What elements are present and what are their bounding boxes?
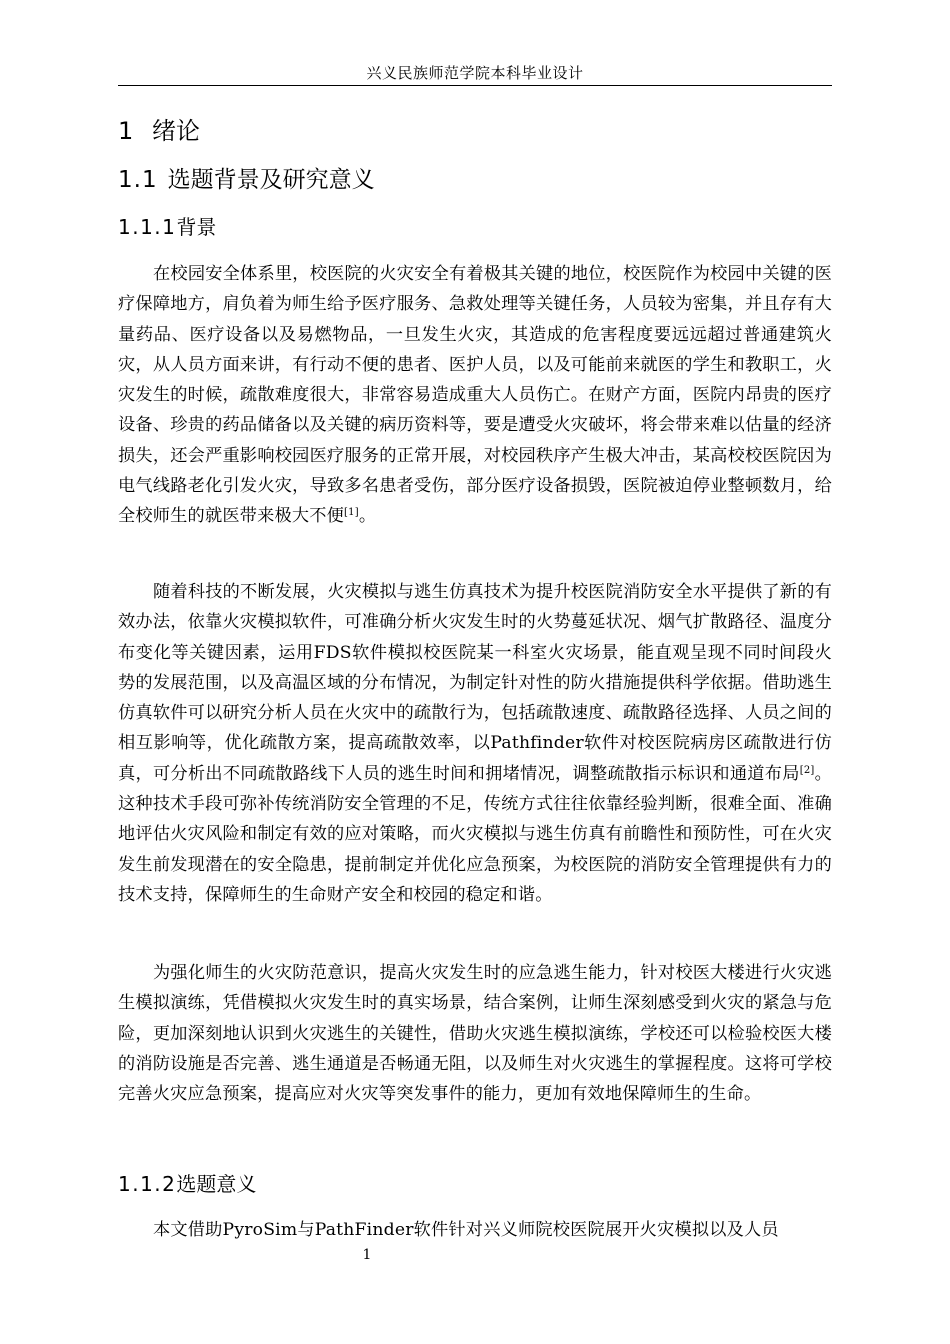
subsection-heading-significance [118,1170,256,1198]
subsection-number: 1.1.2 [118,1172,177,1196]
subsection-heading-background [118,213,216,241]
body-paragraph [118,577,832,910]
subsection-number: 1.1.1 [118,215,177,239]
paragraph-text-end: 。这种技术手段可弥补传统消防安全管理的不足，传统方式往往依靠经验判断，很难全面、准确地评估火灾风险和制定有效的应对策略，而火灾模拟与逃生仿真有前瞻性和预防性，可在火灾发生前发现潜在的安全隐患，提前制定并优化应急预案，为校医院的消防安全管理提供有力的技术支持，保障师生的生命财产安全和校园的稳定和谐。 [118,763,832,905]
page-number: 1 [362,1247,372,1263]
paragraph-text: 随着科技的不断发展，火灾模拟与逃生仿真技术为提升校医院消防安全水平提供了新的有效办法，依靠火灾模拟软件，可准确分析火灾发生时的火势蔓延状况、烟气扩散路径、温度分布变化等关键因素，运用FDS软件模拟校医院某一科室火灾场景，能直观呈现不同时间段火势的发展范围，以及高温区域的分布情况，为制定针对性的防火措施提供科学依据。借助逃生仿真软件可以研究分析人员在火灾中的疏散行为，包括疏散速度、疏散路径选择、人员之间的相互影响等，优化疏散方案，提高疏散效率，以Pathfinder软件对校医院病房区疏散进行仿真，可分析出不同疏散路线下人员的逃生时间和拥堵情况，调整疏散指示标识和通道布局 [118,582,832,784]
chapter-number: 1 [118,117,134,145]
citation-marker: [1] [344,507,359,519]
header-title: 兴义民族师范学院本科毕业设计 [366,64,584,82]
section-title: 选题背景及研究意义 [167,167,375,193]
chapter-heading [118,116,200,146]
body-paragraph [118,259,832,532]
citation-marker: [2] [799,764,815,776]
paragraph-text-end: 。 [358,506,377,527]
paragraph-text: 为强化师生的火灾防范意识，提高火灾发生时的应急逃生能力，针对校医大楼进行火灾逃生模拟演练，凭借模拟火灾发生时的真实场景，结合案例，让师生深刻感受到火灾的紧急与危险，更加深刻地认识到火灾逃生的关键性，借助火灾逃生模拟演练，学校还可以检验校医大楼的消防设施是否完善、逃生通道是否畅通无阻，以及师生对火灾逃生的掌握程度。这将可学校完善火灾应急预案，提高应对火灾等突发事件的能力，更加有效地保障师生的生命。 [118,963,832,1105]
body-paragraph [118,1215,832,1245]
subsection-title: 背景 [176,215,217,239]
section-heading [118,165,375,195]
subsection-title: 选题意义 [176,1172,257,1196]
paragraph-text: 本文借助PyroSim与PathFinder软件针对兴义师院校医院展开火灾模拟以及人员 [153,1220,779,1240]
chapter-title: 绪论 [152,117,200,145]
paragraph-text: 在校园安全体系里，校医院的火灾安全有着极其关键的地位，校医院作为校园中关键的医疗保障地方，肩负着为师生给予医疗服务、急救处理等关键任务，人员较为密集，并且存有大量药品、医疗设备以及易燃物品，一旦发生火灾，其造成的危害程度要远远超过普通建筑火灾，从人员方面来讲，有行动不便的患者、医护人员，以及可能前来就医的学生和教职工，火灾发生的时候，疏散难度很大，非常容易造成重大人员伤亡。在财产方面，医院内昂贵的医疗设备、珍贵的药品储备以及关键的病历资料等，要是遭受火灾破坏，将会带来难以估量的经济损失，还会严重影响校园医疗服务的正常开展，对校园秩序产生极大冲击，某高校校医院因为电气线路老化引发火灾，导致多名患者受伤，部分医疗设备损毁，医院被迫停业整顿数月，给全校师生的就医带来极大不便 [118,264,832,527]
section-number: 1.1 [118,167,158,193]
header-divider [118,85,832,86]
body-paragraph [118,958,832,1109]
